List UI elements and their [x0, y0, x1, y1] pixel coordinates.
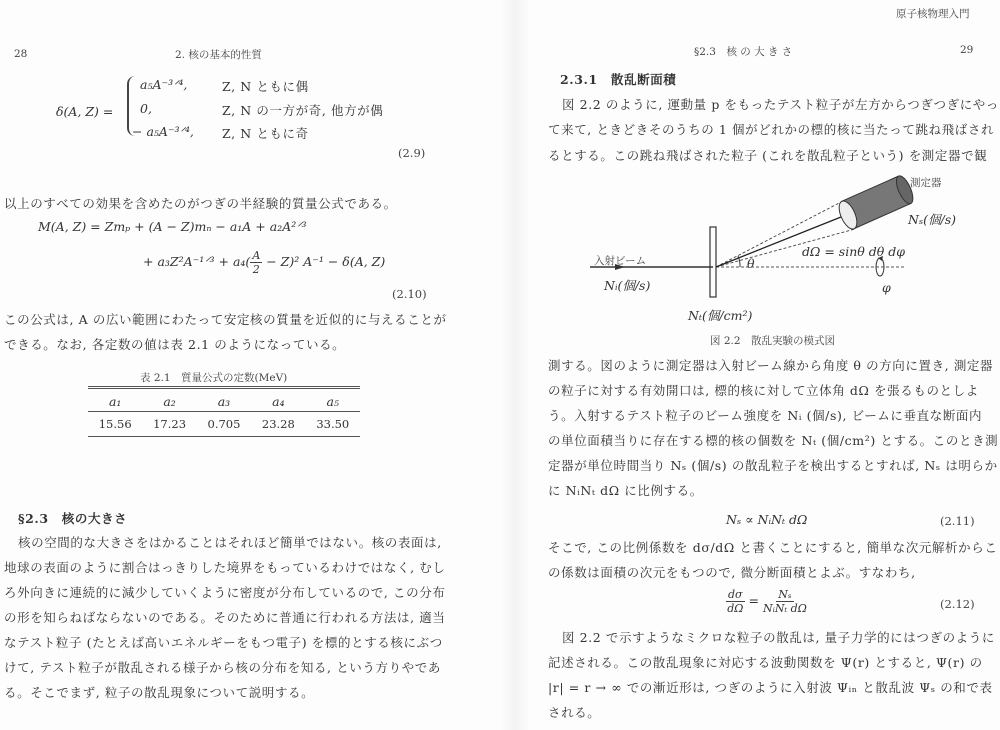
- paragraph-line: そこで, この比例係数を dσ/dΩ と書くことにすると, 簡単な次元解析からこ: [548, 540, 998, 555]
- table-top-rule: [88, 386, 360, 389]
- paragraph-line: う。入射するテスト粒子のビーム強度を Nᵢ (個/s), ビームに垂直な断面内: [548, 408, 983, 423]
- equation-2-12: $\frac{d\sigma}{d\Omega}$ = $\frac{\text{Nₛ}}{\text{NᵢNₜ dΩ}}$: [727, 588, 807, 615]
- target-foil: [710, 227, 716, 297]
- equation-number-2-9: (2.9): [398, 146, 426, 160]
- table-row: [88, 414, 360, 434]
- page-number-left: 28: [14, 48, 28, 60]
- table-header-row: [88, 391, 360, 412]
- mass-formula-line-1: M(A, Z) = Zmₚ + (A − Z)mₙ − a₁A + a₂A²ᐟ³: [38, 219, 307, 234]
- case-expr-1: a₅A⁻³ᐟ⁴,: [140, 77, 188, 92]
- paragraph-line: の単位面積当りに存在する標的核の個数を Nₜ (個/cm²) とする。このとき測: [548, 433, 999, 448]
- table-header-cell: a₁: [108, 394, 122, 409]
- mass-formula-line-2: + a₃Z²A⁻¹ᐟ³ + a₄( $\frac{A}{2}$ − Z)² A⁻¹ − δ(A, Z): [143, 249, 386, 276]
- page-number-right: 29: [960, 44, 974, 56]
- target-density-label: Nₜ(個/cm²): [688, 308, 753, 323]
- case-expr-2: 0,: [140, 101, 152, 116]
- running-header-left: 2. 核の基本的性質: [175, 49, 262, 61]
- book-gutter: [500, 0, 530, 730]
- paragraph-line: る。そこでまず, 粒子の散乱現象について説明する。: [4, 685, 315, 700]
- equation-2-11: Nₛ ∝ NᵢNₜ dΩ: [726, 512, 808, 527]
- case-cond-1: Z, N ともに偶: [222, 79, 309, 94]
- paragraph-line: 定器が単位時間当り Nₛ (個/s) の散乱粒子を検出するとすれば, Nₛ は明らか: [548, 458, 998, 473]
- paragraph-line: て来て, ときどきそのうちの 1 個がどれかの標的核に当たって跳ね飛ばされ: [548, 122, 995, 137]
- equation-number-2-12: (2.12): [940, 597, 975, 611]
- paragraph-line: できる。なお, 各定数の値は表 2.1 のようになっている。: [4, 337, 346, 352]
- paragraph-line: るとする。この跳ね飛ばされた粒子 (これを散乱粒子という) を測定器で観: [548, 148, 988, 163]
- equation-lhs: δ(A, Z) =: [56, 104, 114, 119]
- paragraph-line: 測する。図のように測定器は入射ビーム線から角度 θ の方向に置き, 測定器: [548, 358, 994, 373]
- angle-phi-label: φ: [882, 280, 891, 295]
- fraction-a-over-2: $\frac{A}{2}$: [252, 249, 261, 276]
- table-header-cell: a₃: [217, 394, 231, 409]
- book-title-header: 原子核物理入門: [896, 8, 970, 20]
- paragraph-line: の粒子に対する有効開口は, 標的核に対して立体角 dΩ を張るものとしよ: [548, 383, 979, 398]
- paragraph-line: けて, テスト粒子が散乱される様子から核の分布を知る, という方りやであ: [4, 660, 441, 675]
- paragraph-line: ろ外向きに連続的に減少していくように密度が分布しているので, この分布: [4, 585, 446, 600]
- case-cond-3: Z, N ともに奇: [222, 126, 309, 141]
- equation-number-2-10: (2.10): [392, 287, 427, 301]
- paragraph-line: 記述される。この散乱現象に対応する波動関数を Ψ(r) とすると, Ψ(r) の: [548, 655, 983, 670]
- paragraph-line: の形を知らねばならないのである。そのために普通に行われる方法は, 適当: [4, 610, 446, 625]
- subsection-heading: 2.3.1 散乱断面積: [560, 72, 677, 87]
- table-mid-rule: [88, 411, 360, 412]
- case-expr-3: − a₅A⁻³ᐟ⁴,: [132, 124, 194, 139]
- table-header-cell: a₄: [272, 394, 285, 409]
- paragraph-line: 核の空間的な大きさをはかることはそれほど簡単ではない。核の表面は,: [18, 535, 442, 550]
- solid-angle-label: dΩ = sinθ dθ dφ: [802, 244, 906, 259]
- table-caption: 表 2.1 質量公式の定数(MeV): [140, 372, 288, 384]
- paragraph-line: 図 2.2 のように, 運動量 p をもったテスト粒子が左方からつぎつぎにやっ: [562, 97, 999, 112]
- case-cond-2: Z, N の一方が奇, 他方が偶: [222, 103, 384, 118]
- constants-table-values: [88, 414, 360, 434]
- running-header-right: §2.3 核 の 大 き さ: [694, 46, 793, 58]
- table-cell: 0.705: [207, 417, 241, 431]
- paragraph-line: 図 2.2 で示すようなミクロな粒子の散乱は, 量子力学的にはつぎのように: [562, 630, 995, 645]
- section-heading: §2.3 核の大きさ: [18, 511, 128, 526]
- paragraph-mass-formula-intro: 以上のすべての効果を含めたのがつぎの半経験的質量公式である。: [4, 196, 397, 211]
- table-cell: 17.23: [153, 417, 187, 431]
- table-cell: 23.28: [261, 417, 295, 431]
- paragraph-line: 地球の表面のように割合はっきりした境界をもっているわけではなく, むし: [4, 560, 446, 575]
- paragraph-line: される。: [548, 705, 601, 720]
- table-header-cell: a₅: [326, 394, 340, 409]
- right-page: [530, 0, 1000, 730]
- paragraph-line: の係数は面積の次元をもつので, 微分断面積とよぶ。すなわち,: [548, 565, 916, 580]
- table-cell: 15.56: [98, 417, 132, 431]
- detector-label: 測定器: [910, 177, 942, 189]
- equation-number-2-11: (2.11): [940, 514, 975, 528]
- paragraph-line: |r| = r → ∞ での漸近形は, つぎのように入射波 Ψᵢₙ と散乱波 Ψₛ の和で表: [548, 680, 993, 695]
- table-cell: 33.50: [316, 417, 350, 431]
- detector-rate-label: Nₛ(個/s): [908, 212, 957, 227]
- paragraph-line: この公式は, A の広い範囲にわたって安定核の質量を近似的に与えることが: [4, 312, 447, 327]
- detector-icon: [836, 174, 917, 232]
- paragraph-line: なテスト粒子 (たとえば高いエネルギーをもつ電子) を標的とする核にぶつ: [4, 635, 443, 650]
- incident-beam-label: 入射ビーム: [594, 255, 647, 267]
- table-bottom-rule: [88, 436, 360, 437]
- paragraph-line: に NᵢNₜ dΩ に比例する。: [548, 483, 703, 498]
- angle-theta-label: θ: [747, 256, 755, 271]
- table-header-cell: a₂: [163, 394, 176, 409]
- constants-table: [88, 391, 360, 412]
- incident-beam-rate: Nᵢ(個/s): [604, 278, 651, 293]
- scattering-diagram: [580, 170, 1000, 320]
- figure-caption: 図 2.2 散乱実験の模式図: [710, 335, 836, 347]
